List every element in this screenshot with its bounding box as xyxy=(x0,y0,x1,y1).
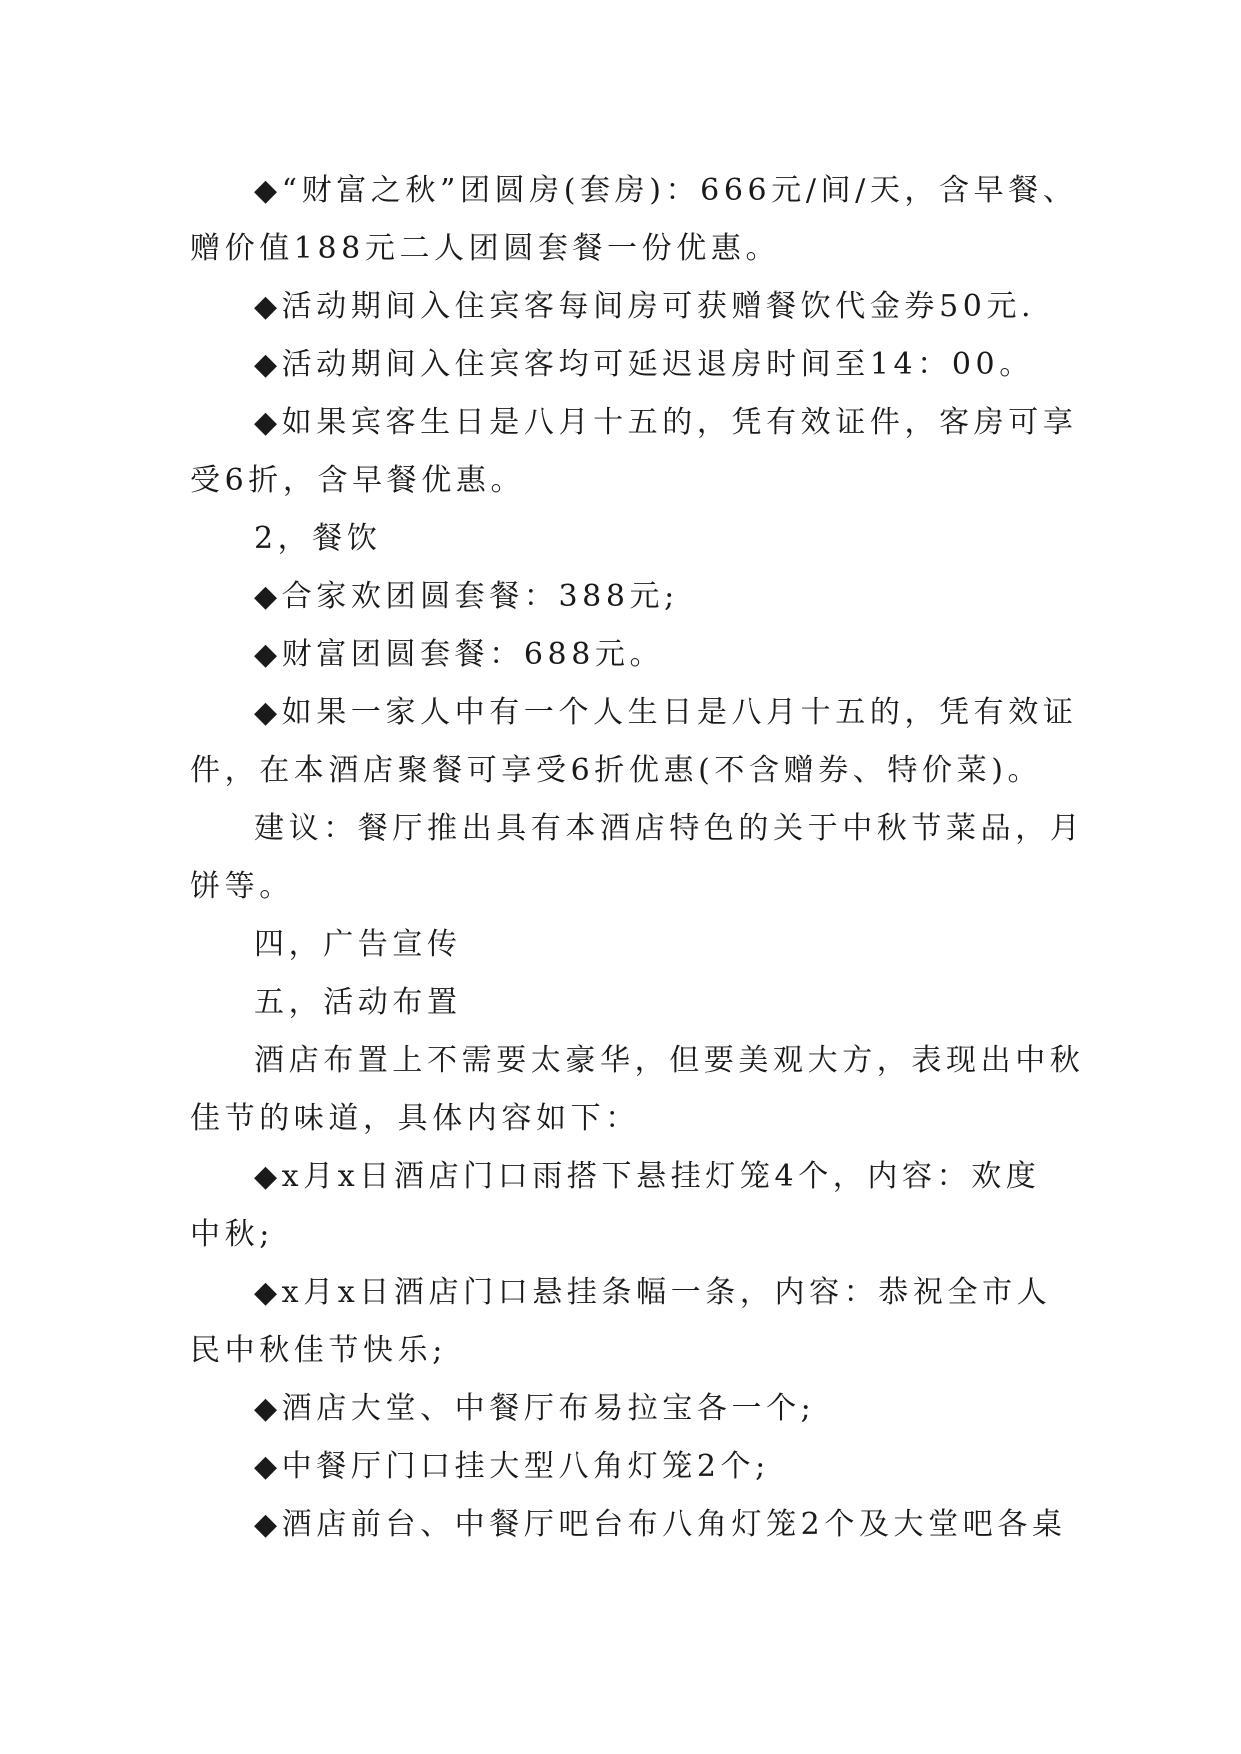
text-line: ◆酒店大堂、中餐厅布易拉宝各一个; xyxy=(254,1391,816,1426)
text-line: 酒店布置上不需要太豪华，但要美观大方，表现出中秋 xyxy=(254,1043,1085,1078)
text-line: 中秋; xyxy=(190,1217,274,1252)
text-line: ◆财富团圆套餐：688元。 xyxy=(254,637,665,672)
document-body xyxy=(190,162,1090,1554)
text-line: ◆活动期间入住宾客均可延迟退房时间至14：00。 xyxy=(254,347,1034,382)
text-line: ◆中餐厅门口挂大型八角灯笼2个; xyxy=(254,1449,770,1484)
text-line: 赠价值188元二人团圆套餐一份优惠。 xyxy=(190,231,781,266)
text-line: ◆x月x日酒店门口悬挂条幅一条，内容：恭祝全市人 xyxy=(254,1275,1052,1310)
section-heading: 五，活动布置 xyxy=(254,985,462,1020)
text-line: 件，在本酒店聚餐可享受6折优惠(不含赠券、特价菜)。 xyxy=(190,753,1043,788)
text-line: ◆如果一家人中有一个人生日是八月十五的，凭有效证 xyxy=(254,695,1078,730)
text-line: ◆合家欢团圆套餐：388元; xyxy=(254,579,679,614)
text-line: 民中秋佳节快乐; xyxy=(190,1333,447,1368)
text-line: 佳节的味道，具体内容如下： xyxy=(190,1101,640,1136)
text-line: 饼等。 xyxy=(190,869,294,904)
text-line: ◆酒店前台、中餐厅吧台布八角灯笼2个及大堂吧各桌 xyxy=(254,1507,1067,1542)
text-line: ◆“财富之秋”团圆房(套房)：666元/间/天，含早餐、 xyxy=(254,173,1078,208)
text-line: 建议：餐厅推出具有本酒店特色的关于中秋节菜品，月 xyxy=(254,811,1085,846)
text-line: ◆如果宾客生日是八月十五的，凭有效证件，客房可享 xyxy=(254,405,1078,440)
text-line: ◆x月x日酒店门口雨搭下悬挂灯笼4个，内容：欢度 xyxy=(254,1159,1041,1194)
section-heading: 2，餐饮 xyxy=(254,521,382,556)
section-heading: 四，广告宣传 xyxy=(254,927,462,962)
text-line: ◆活动期间入住宾客每间房可获赠餐饮代金券50元. xyxy=(254,289,1036,324)
text-line: 受6折，含早餐优惠。 xyxy=(190,463,526,498)
